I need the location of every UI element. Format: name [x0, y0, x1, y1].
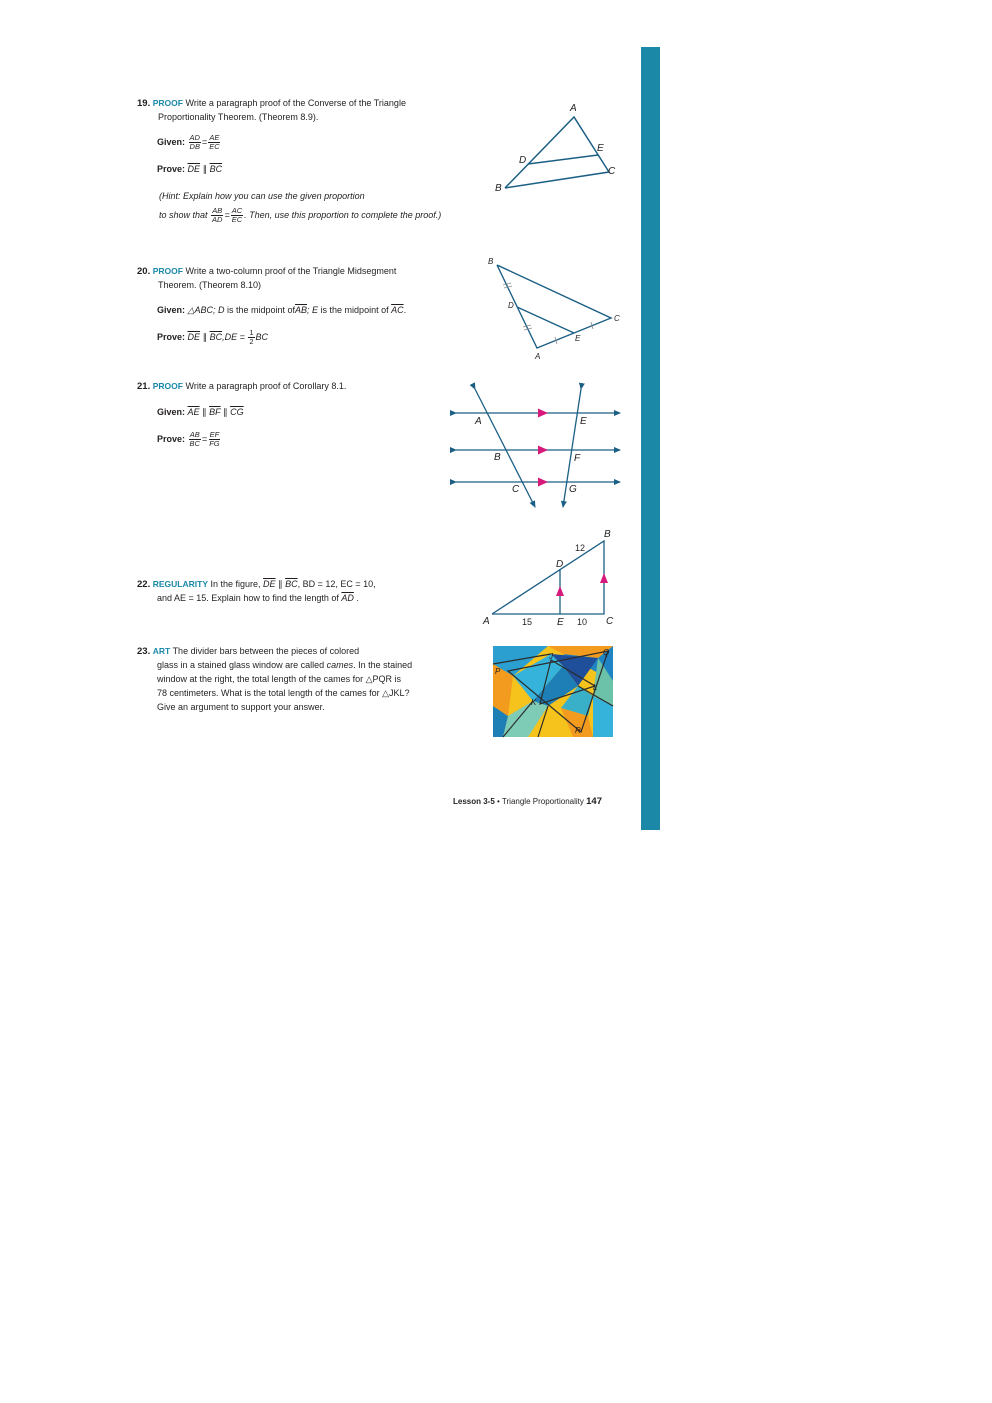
problem-19-hint-line2: to show that $\frac{AB}{AD}$ = $\frac{AC}{EC}$ . Then, use this proportion to complete the proof.)	[159, 206, 442, 224]
value-ae: 15	[522, 617, 533, 627]
label-r: R	[575, 726, 581, 735]
problem-22	[137, 577, 376, 592]
prove-label: Prove:	[157, 331, 186, 342]
label-a: A	[483, 616, 490, 627]
given-text: ; E	[307, 305, 319, 315]
problem-text-line1: The divider bars between the pieces of colored	[172, 646, 360, 656]
problem-19-prove	[157, 162, 222, 176]
given-text: .	[403, 305, 407, 315]
problem-23-line2	[157, 658, 412, 672]
prove-text: ,DE =	[222, 331, 248, 342]
parallel-arrow-marks	[556, 573, 608, 596]
problem-20-prove	[157, 329, 268, 346]
parallel-symbol: ∥	[278, 579, 283, 589]
label-e: E	[557, 617, 564, 628]
segment: $\overline{AB}$	[295, 305, 308, 315]
segment: $\overline{AD}$	[341, 593, 354, 603]
line: $\overline{BF}$	[209, 407, 221, 417]
given-triangle: △ABC; D	[187, 305, 225, 315]
problem-text-line1: Write a paragraph proof of the Converse of the Triangle	[185, 98, 406, 108]
problem-term: cames	[326, 660, 354, 670]
problem-keyword: PROOF	[152, 381, 183, 391]
problem-23-line4: 78 centimeters. What is the total length of the cames for △JKL?	[157, 688, 410, 698]
hint-fraction-1: $\frac{AB}{AD}$	[212, 206, 223, 224]
problem-22-line2	[157, 591, 359, 605]
transversals	[475, 389, 581, 507]
label-d: D	[508, 301, 514, 310]
side-color-bar	[641, 47, 660, 830]
label-d: D	[556, 559, 564, 570]
problem-text: . In the stained	[353, 660, 413, 670]
hint-prefix: to show that	[159, 209, 208, 220]
label-b: B	[495, 183, 502, 194]
label-k: K	[531, 698, 537, 707]
label-d: D	[519, 155, 527, 166]
problem-20-given	[157, 303, 406, 317]
label-c: C	[608, 166, 616, 177]
problem-19-given: Given: $\frac{AD}{DB}$ = $\frac{AE}{EC}$	[157, 133, 220, 151]
value-ec: 10	[577, 617, 588, 627]
label-f: F	[574, 453, 581, 464]
prove-fraction-1: $\frac{AB}{BC}$	[189, 430, 200, 448]
problem-19	[137, 96, 406, 111]
problem-21-figure	[450, 385, 625, 510]
problem-keyword: ART	[152, 646, 171, 656]
problem-22-figure	[480, 527, 620, 632]
value-bd: 12	[575, 543, 586, 553]
triangle-abc	[497, 265, 611, 348]
label-e: E	[597, 143, 604, 154]
segment: $\overline{DE}$	[187, 164, 201, 174]
page-number: 147	[586, 796, 602, 807]
problem-text: glass in a stained glass window are called	[157, 660, 327, 670]
label-c: C	[606, 616, 614, 627]
label-g: G	[569, 484, 577, 495]
segment: $\overline{DE}$	[187, 331, 201, 342]
problem-19-line2: Proportionality Theorem. (Theorem 8.9).	[158, 112, 319, 122]
problem-19-figure	[490, 98, 630, 198]
problem-text: , BD = 12, EC = 10,	[297, 579, 376, 589]
given-label: Given:	[157, 407, 186, 417]
problem-21-given	[157, 405, 244, 419]
segment: $\overline{BC}$	[285, 579, 298, 589]
segment: $\overline{AC}$	[391, 305, 404, 315]
problem-23-line5: Give an argument to support your answer.	[157, 702, 325, 712]
hint-fraction-2: $\frac{AC}{EC}$	[231, 206, 243, 224]
lesson-title: Triangle Proportionality	[501, 797, 584, 806]
midsegment-de	[517, 307, 574, 333]
prove-fraction-2: $\frac{EF}{FG}$	[209, 430, 220, 448]
problem-text: In the figure,	[207, 579, 264, 589]
line: $\overline{CG}$	[230, 407, 244, 417]
problem-23-line3: window at the right, the total length of the cames for △PQR is	[157, 674, 402, 684]
label-b: B	[604, 529, 611, 540]
problem-text: and AE = 15. Explain how to find the length of	[157, 593, 342, 603]
problem-21	[137, 379, 346, 394]
label-j: J	[549, 652, 553, 661]
problem-number: 22.	[137, 579, 151, 590]
label-c: C	[512, 484, 520, 495]
given-fraction-2: $\frac{AE}{EC}$	[209, 133, 220, 151]
problem-19-hint-line1: (Hint: Explain how you can use the given proportion	[159, 191, 365, 201]
problem-21-prove: Prove: $\frac{AB}{BC}$ = $\frac{EF}{FG}$	[157, 430, 220, 448]
label-q: Q	[603, 648, 610, 657]
label-a: A	[475, 416, 482, 427]
problem-20-line2: Theorem. (Theorem 8.10)	[158, 280, 262, 290]
label-c: C	[614, 314, 620, 323]
stained-glass-image	[493, 646, 613, 737]
problem-number: 23.	[137, 646, 151, 657]
segment: $\overline{BC}$	[209, 164, 223, 174]
half-fraction: $\frac{1}{2}$	[249, 328, 254, 346]
prove-label: Prove:	[157, 433, 186, 444]
problem-keyword: PROOF	[152, 266, 183, 276]
label-l: L	[593, 683, 598, 692]
segment: $\overline{DE}$	[263, 579, 276, 589]
problem-keyword: PROOF	[152, 98, 183, 108]
label-b: B	[494, 452, 501, 463]
problem-text-line1: Write a two-column proof of the Triangle Midsegment	[185, 266, 397, 276]
prove-text: BC	[255, 331, 269, 342]
parallel-arrow-marks	[538, 409, 548, 487]
segment: $\overline{BC}$	[209, 331, 223, 342]
parallel-symbol: ∥	[202, 164, 208, 174]
given-text: is the midpoint of	[224, 305, 296, 315]
page-footer	[453, 796, 602, 807]
problem-23	[137, 644, 359, 659]
parallel-symbol: ∥	[223, 407, 228, 417]
problem-text-line1: Write a paragraph proof of Corollary 8.1.	[185, 381, 347, 391]
hint-suffix: . Then, use this proportion to complete the proof.)	[244, 209, 442, 220]
line: $\overline{AE}$	[187, 407, 200, 417]
segment-de	[528, 155, 598, 164]
given-text: is the midpoint of	[318, 305, 392, 315]
problem-number: 21.	[137, 381, 151, 392]
problem-text: .	[353, 593, 359, 603]
given-fraction-1: $\frac{AD}{DB}$	[189, 133, 200, 151]
label-a: A	[535, 352, 541, 361]
label-e: E	[575, 334, 581, 343]
prove-label: Prove:	[157, 164, 186, 174]
parallel-symbol: ∥	[202, 331, 208, 342]
problem-keyword: REGULARITY	[152, 579, 208, 589]
label-p: P	[495, 667, 501, 676]
lesson-label: Lesson 3-5	[453, 797, 495, 806]
footer-bullet: •	[497, 797, 500, 806]
problem-number: 20.	[137, 266, 151, 277]
label-a: A	[570, 103, 577, 114]
label-b: B	[488, 257, 494, 266]
given-label: Given:	[157, 305, 186, 315]
problem-20	[137, 264, 396, 279]
given-label: Given:	[157, 136, 186, 147]
label-e: E	[580, 416, 587, 427]
parallel-symbol: ∥	[202, 407, 207, 417]
triangle-abc	[505, 117, 609, 188]
problem-number: 19.	[137, 98, 151, 109]
triangle-abc	[492, 541, 604, 614]
problem-20-figure	[485, 255, 630, 365]
